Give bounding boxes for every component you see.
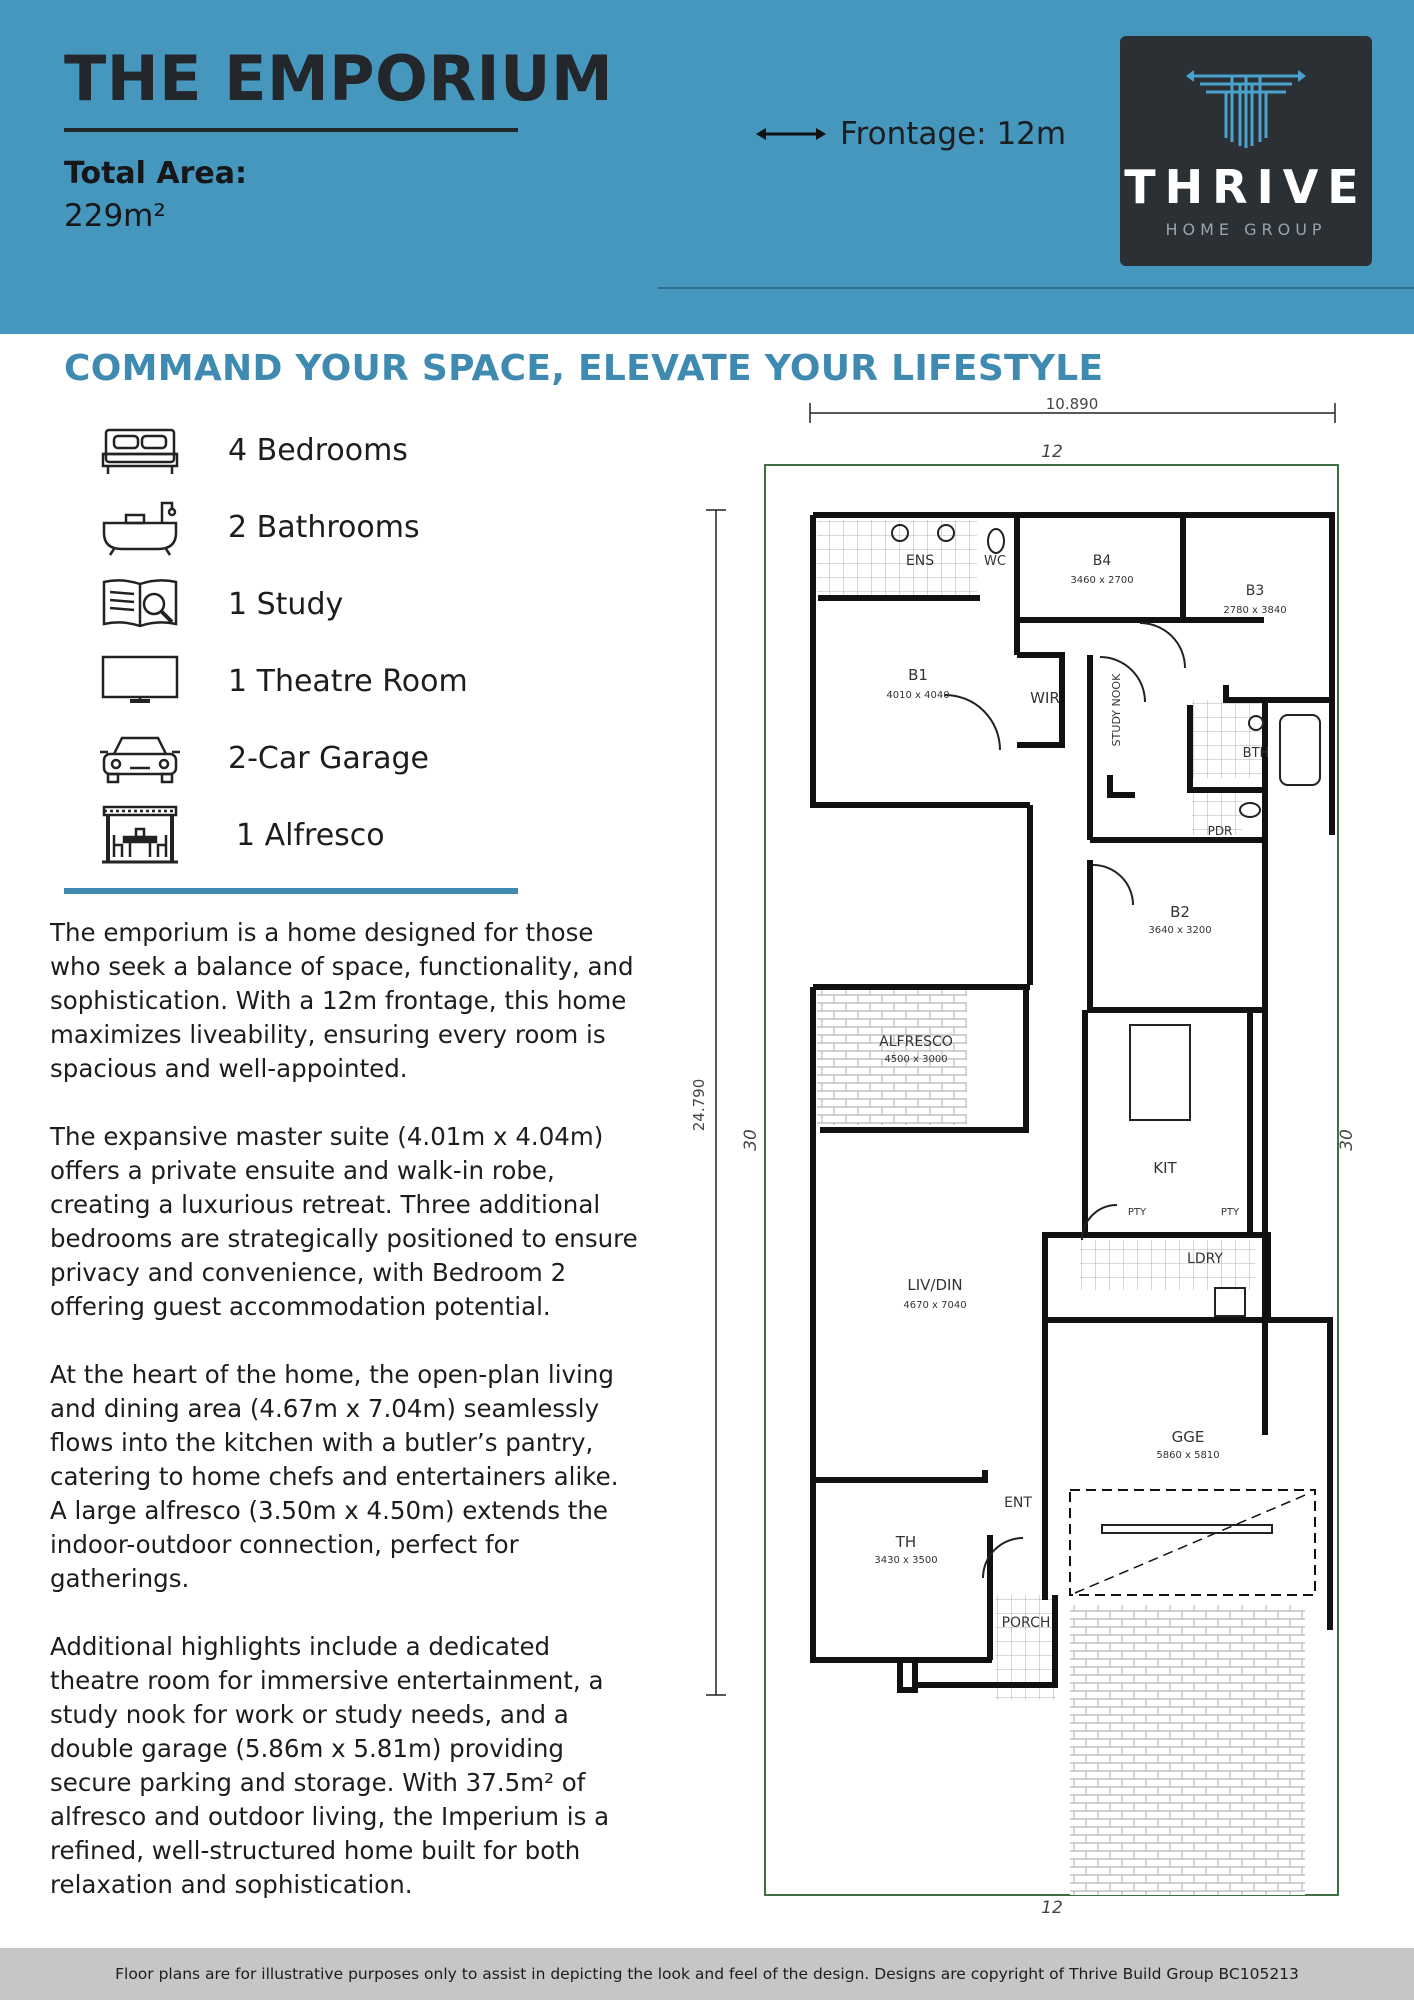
feature-item — [100, 497, 420, 557]
thrive-logo — [1120, 36, 1372, 266]
feature-item — [100, 574, 344, 634]
room-b1-size: 4010 x 4040 — [886, 690, 950, 701]
feature-label: 2-Car Garage — [228, 740, 429, 776]
feature-label: 4 Bedrooms — [228, 432, 408, 468]
room-liv-din-size: 4670 x 7040 — [903, 1300, 967, 1311]
logo-name: THRIVE — [1124, 160, 1368, 214]
room-pdr: PDR — [1207, 824, 1233, 838]
double-arrow-icon — [756, 124, 826, 144]
room-wc: WC — [984, 554, 1006, 569]
room-gge-size: 5860 x 5810 — [1156, 1450, 1220, 1461]
description-paragraph: Additional highlights include a dedicated theatre room for immersive entertainment, a study nook for work or study needs, and a double garage (5.86m x 5.81m) providing secure parking and storage. With 37.5m² of alfresco and outdoor living, the Imperium is a refined, well-structured home built for both relaxation and sophistication. — [50, 1632, 610, 1899]
room-th: TH — [895, 1533, 917, 1551]
study-book-icon — [100, 574, 180, 634]
feature-item — [100, 805, 385, 865]
description-paragraph: At the heart of the home, the open-plan living and dining area (4.67m x 7.04m) seamlessly flows into the kitchen with a butler’s pantry, catering to home chefs and entertainers alike. A large alfresco (3.50m x 4.50m) extends the indoor-outdoor connection, perfect for gatherings. — [50, 1360, 619, 1593]
room-kit: KIT — [1153, 1159, 1177, 1177]
room-bth: BTH — [1242, 746, 1270, 761]
feature-divider — [64, 888, 518, 894]
room-gge: GGE — [1171, 1428, 1205, 1446]
lot-bottom-label: 12 — [1041, 1898, 1063, 1915]
floor-plan — [690, 395, 1380, 1915]
description-paragraph: The expansive master suite (4.01m x 4.04m) offers a private ensuite and walk-in robe, creating a luxurious retreat. Three additional bedrooms are strategically positioned to ensure privacy and convenience, with Bedroom 2 offering guest accommodation potential. — [50, 1122, 638, 1321]
title-divider — [64, 128, 518, 132]
room-liv-din: LIV/DIN — [907, 1276, 963, 1294]
room-b4: B4 — [1092, 553, 1112, 569]
frontage-text: Frontage: 12m — [840, 116, 1067, 152]
frontage-info — [756, 116, 1066, 152]
bathtub-icon — [100, 497, 180, 557]
header-divider — [658, 287, 1414, 289]
alfresco-icon — [100, 805, 180, 865]
room-b1: B1 — [908, 666, 928, 684]
tagline: COMMAND YOUR SPACE, ELEVATE YOUR LIFESTYLE — [64, 348, 1104, 389]
room-ens: ENS — [905, 553, 935, 569]
feature-label: 1 Alfresco — [236, 817, 385, 853]
room-laundry: LDRY — [1187, 1251, 1223, 1267]
tv-icon — [100, 651, 180, 711]
footer-text: Floor plans are for illustrative purposes only to assist in depicting the look and feel of the design. Designs are copyright of Thrive Build Group BC105213 — [115, 1965, 1299, 1983]
total-area-value: 229m² — [64, 198, 166, 234]
room-wir: WIR — [1030, 689, 1060, 707]
logo-subtitle: HOME GROUP — [1165, 220, 1327, 239]
total-area-label: Total Area: — [64, 156, 248, 191]
feature-item — [100, 420, 408, 480]
feature-label: 2 Bathrooms — [228, 509, 420, 545]
dim-top-label: 10.890 — [1045, 395, 1099, 413]
room-b4-size: 3460 x 2700 — [1070, 575, 1134, 586]
description-paragraph: The emporium is a home designed for those who seek a balance of space, functionality, and sophistication. With a 12m frontage, this home maximizes liveability, ensuring every room is spacious and well-appointed. — [50, 918, 634, 1083]
thrive-t-icon — [1186, 62, 1306, 152]
bed-icon — [100, 420, 180, 480]
room-b2: B2 — [1170, 903, 1190, 921]
footer-disclaimer — [0, 1948, 1414, 2000]
room-pty-2: PTY — [1220, 1207, 1240, 1218]
room-alfresco-size: 4500 x 3000 — [884, 1054, 948, 1065]
lot-top-label: 12 — [1041, 442, 1063, 462]
dim-left-label: 24.790 — [690, 1078, 708, 1132]
room-study: STUDY NOOK — [1110, 673, 1123, 747]
room-porch: PORCH — [1001, 1615, 1051, 1631]
lot-right-label: 30 — [1337, 1129, 1357, 1151]
description — [50, 916, 640, 1936]
room-b3-size: 2780 x 3840 — [1223, 605, 1287, 616]
feature-label: 1 Study — [228, 586, 344, 622]
lot-left-label: 30 — [741, 1129, 761, 1151]
room-th-size: 3430 x 3500 — [874, 1555, 938, 1566]
car-icon — [100, 728, 180, 788]
room-alfresco: ALFRESCO — [879, 1034, 953, 1050]
page-title: THE EMPORIUM — [64, 42, 614, 115]
room-pty-1: PTY — [1127, 1207, 1147, 1218]
feature-label: 1 Theatre Room — [228, 663, 468, 699]
feature-item — [100, 651, 468, 711]
room-b2-size: 3640 x 3200 — [1148, 925, 1212, 936]
feature-item — [100, 728, 429, 788]
room-ent: ENT — [1004, 1495, 1032, 1511]
room-b3: B3 — [1245, 583, 1265, 599]
